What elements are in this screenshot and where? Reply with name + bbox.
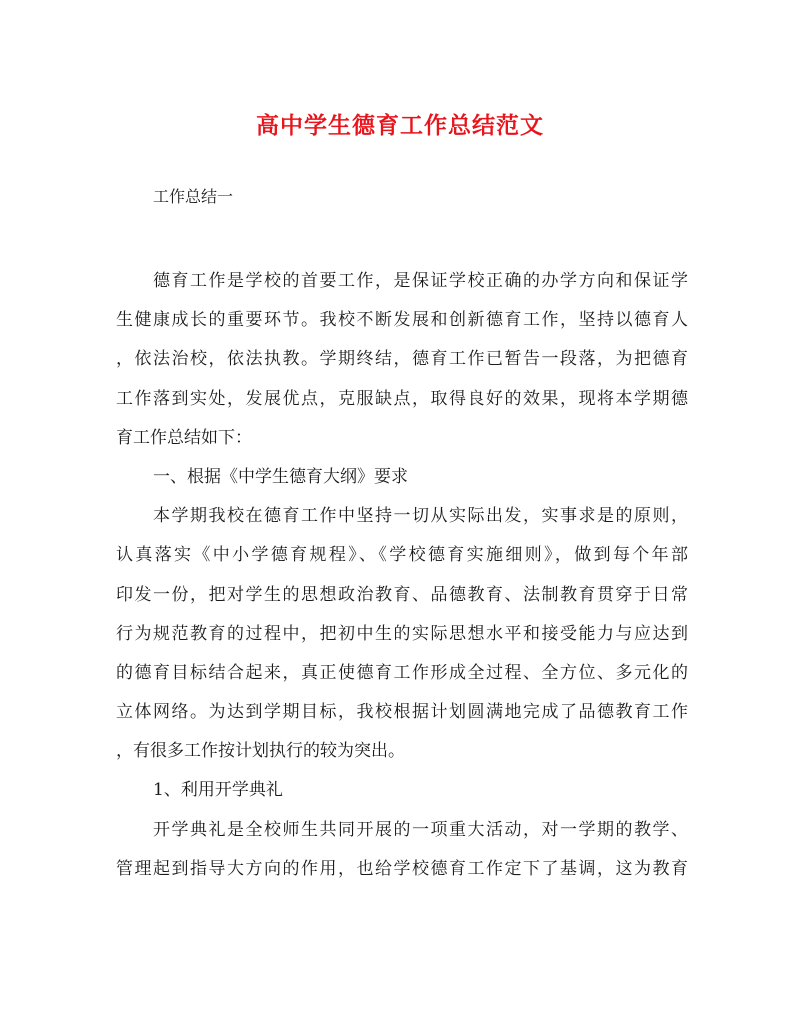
text-line: ，依法治校，依法执教。学期终结，德育工作已暂告一段落，为把德育: [116, 349, 688, 370]
text-line: 生健康成长的重要环节。我校不断发展和创新德育工作，坚持以德育人: [116, 310, 688, 331]
subsection-heading: 1、利用开学典礼: [153, 780, 283, 801]
text-line: 认真落实《中小学德育规程》、《学校德育实施细则》，做到每个年部: [116, 545, 688, 566]
text-line: ，有很多工作按计划执行的较为突出。: [116, 741, 405, 762]
text-line: 立体网络。为达到学期目标，我校根据计划圆满地完成了品德教育工作: [116, 702, 688, 723]
section-label: 工作总结一: [153, 187, 234, 206]
text-line: 开学典礼是全校师生共同开展的一项重大活动，对一学期的教学、: [153, 819, 688, 840]
text-line: 本学期我校在德育工作中坚持一切从实际出发，实事求是的原则，: [153, 506, 688, 527]
text-line: 的德育目标结合起来，真正使德育工作形成全过程、全方位、多元化的: [116, 662, 688, 683]
text-line: 管理起到指导大方向的作用，也给学校德育工作定下了基调，这为教育: [116, 858, 688, 879]
text-line: 行为规范教育的过程中，把初中生的实际思想水平和接受能力与应达到: [116, 623, 688, 644]
document-body: [116, 262, 688, 889]
document-title: 高中学生德育工作总结范文: [256, 112, 544, 139]
text-line: 育工作总结如下：: [116, 427, 252, 448]
section-heading: 一、根据《中学生德育大纲》要求: [153, 466, 408, 487]
text-line: 工作落到实处，发展优点，克服缺点，取得良好的效果，现将本学期德: [116, 388, 688, 409]
text-line: 德育工作是学校的首要工作，是保证学校正确的办学方向和保证学: [153, 271, 688, 291]
text-line: 印发一份，把对学生的思想政治教育、品德教育、法制教育贯穿于日常: [116, 584, 688, 605]
